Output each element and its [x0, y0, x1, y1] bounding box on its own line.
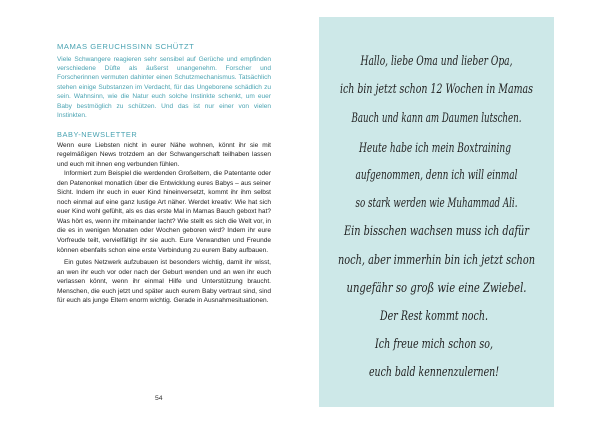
- info-box-title: MAMAS GERUCHSSINN SCHÜTZT: [57, 42, 195, 51]
- handwritten-letter: [319, 17, 554, 407]
- letter-line-8: noch, aber immerhin bin ich jetzt schon: [338, 252, 535, 267]
- handwritten-letter-panel: [319, 17, 554, 407]
- letter-line-9: ungefähr so groß wie eine Zwiebel.: [346, 280, 527, 295]
- letter-line-11: Ich freue mich schon so,: [374, 336, 493, 351]
- letter-line-10: Der Rest kommt noch.: [379, 308, 488, 323]
- newsletter-paragraph-1: Wenn eure Liebsten nicht in eurer Nähe wohnen, könnt ihr sie mit regelmäßigen News trotzdem an der Schwangerschaft teilhaben lassen und euch mit ihnen eng verbunden fühlen.: [57, 141, 271, 168]
- letter-line-7: Ein bisschen wachsen muss ich dafür: [343, 223, 530, 238]
- page-number: 54: [155, 395, 163, 402]
- letter-line-12: euch bald kennenzulernen!: [369, 364, 499, 379]
- letter-line-6: so stark werden wie Muhammad Ali.: [355, 195, 518, 210]
- newsletter-heading: BABY-NEWSLETTER: [57, 129, 138, 139]
- letter-line-2: ich bin jetzt schon 12 Wochen in Mamas: [340, 81, 534, 96]
- left-text-column: [57, 42, 271, 306]
- letter-line-3: Bauch und kann am Daumen lutschen.: [350, 110, 522, 125]
- info-box-text: Viele Schwangere reagieren sehr sensibel auf Gerüche und empfinden verschiedene Düfte als äußerst unangenehm. Forscher und Forscherinnen vermuten dahinter einen Schutzmechanismus. Tatsächlich stehen einige Substanzen im Verdacht, für das Ungeborene schädlich zu sein. Wahnsinn, wie die Natur euch solche Instinkte schenkt, um euer Baby bestmöglich zu schützen. Und das ist nur einer von vielen Instinkten.: [57, 55, 271, 120]
- newsletter-paragraph-2: Informiert zum Beispiel die werdenden Großeltern, die Patentante oder den Patenonkel monatlich über die Entwicklung eures Babys – aus seiner Sicht. Indem ihr euch in euer Kind hineinversetzt, kommt ihr ihm selbst noch einmal auf eine ganz lustige Art näher. Werdet kreativ: Wie hat sich euer Kind wohl gefühlt, als es das erste Mal in Mamas Bauch geboxt hat? Was hört es, wenn ihr miteinander lacht? Wie stellt es sich die Welt vor, in die es in wenigen Monaten oder Wochen geboren wird? Indem ihr eure Vorfreude teilt, vervielfältigt ihr sie auch. Eure Verwandten und Freunde können ebenfalls schon eine erste Verbindung zu eurem Baby aufbauen.: [57, 170, 271, 254]
- newsletter-paragraph-3: Ein gutes Netzwerk aufzubauen ist besonders wichtig, damit ihr wisst, an wen ihr euch vor oder nach der Geburt wenden und an wen ihr euch verlassen könnt, wenn ihr einmal Hilfe und Unterstützung braucht. Menschen, die euch jetzt und später auch eurem Baby vertraut sind, sind für euch als junge Eltern enorm wichtig. Gerade in Ausnahmesituationen.: [57, 259, 271, 305]
- letter-line-1: Hallo, liebe Oma und lieber Opa,: [359, 53, 513, 68]
- letter-line-4: Heute habe ich mein Boxtraining: [358, 140, 511, 155]
- letter-line-5: aufgenommen, denn ich will einmal: [355, 167, 518, 182]
